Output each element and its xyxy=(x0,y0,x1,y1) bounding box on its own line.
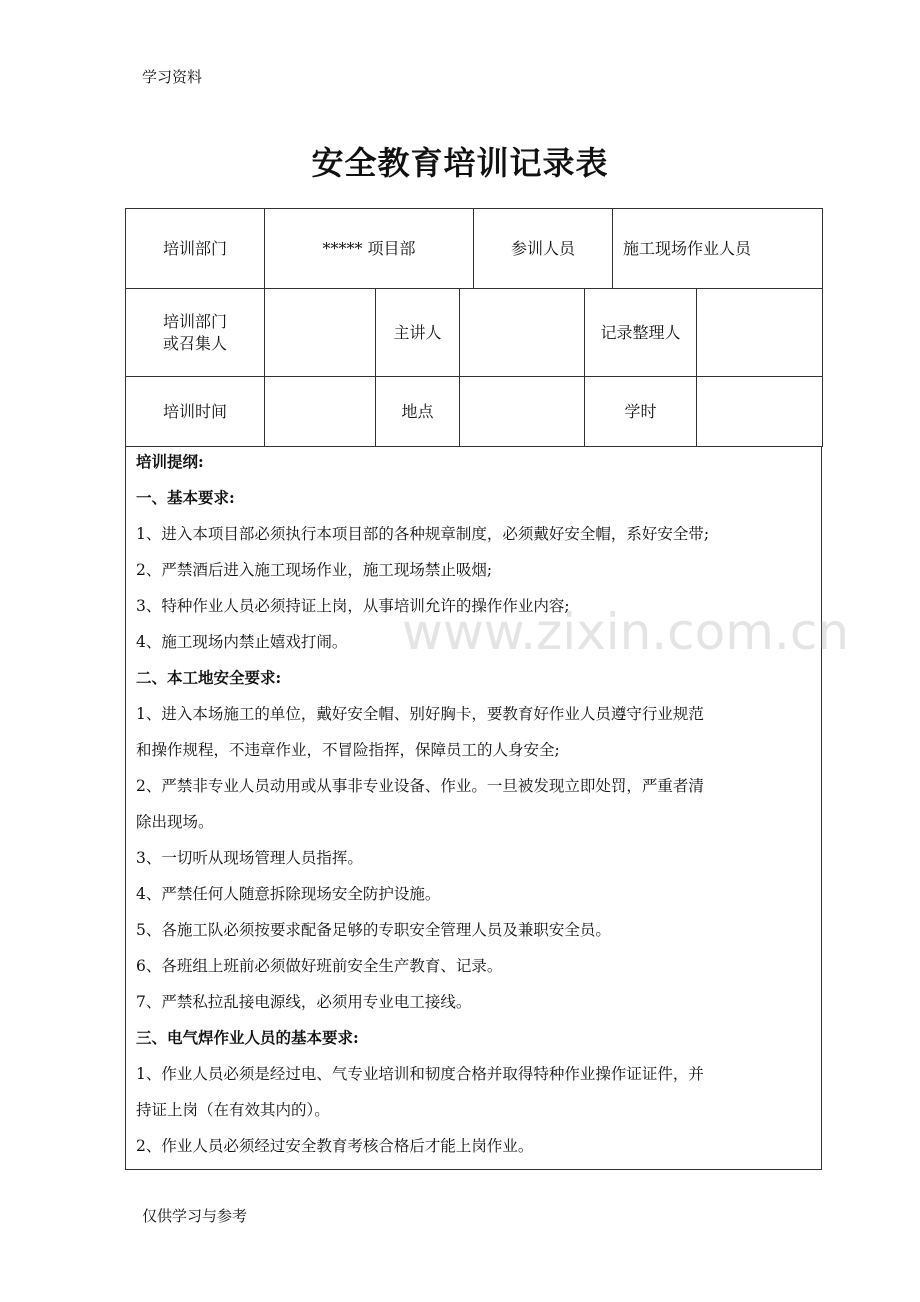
section2-item: 7、严禁私拉乱接电源线，必须用专业电工接线。 xyxy=(136,993,472,1011)
section1-item: 3、特种作业人员必须持证上岗，从事培训允许的操作作业内容; xyxy=(136,597,570,615)
label-recorder: 记录整理人 xyxy=(585,289,697,377)
label-lecturer: 主讲人 xyxy=(376,289,460,377)
outline-heading: 培训提纲: xyxy=(136,452,204,471)
section1-item: 2、严禁酒后进入施工现场作业，施工现场禁止吸烟; xyxy=(136,561,493,579)
label-participants: 参训人员 xyxy=(474,209,613,289)
info-row-1 xyxy=(126,209,823,289)
section1-item: 4、施工现场内禁止嬉戏打闹。 xyxy=(136,633,348,651)
label-convener xyxy=(126,289,265,377)
footer-note: 仅供学习与参考 xyxy=(142,1207,248,1225)
section2-item-1 xyxy=(136,704,811,760)
value-training-time xyxy=(265,377,376,447)
value-convener xyxy=(265,289,376,377)
header-note: 学习资料 xyxy=(142,68,203,86)
label-convener-line2: 或召集人 xyxy=(162,333,227,353)
info-row-3 xyxy=(126,377,823,447)
page-title: 安全教育培训记录表 xyxy=(311,144,609,182)
section3-item-2: 2、作业人员必须经过安全教育考核合格后才能上岗作业。 xyxy=(136,1137,534,1155)
watermark: www.zixin.com.cn xyxy=(402,603,850,661)
section2-item: 4、严禁任何人随意拆除现场安全防护设施。 xyxy=(136,885,441,903)
value-recorder xyxy=(697,289,823,377)
section2-item-1-line1: 1、进入本场施工的单位，戴好安全帽、别好胸卡，要教育好作业人员遵守行业规范 xyxy=(136,705,704,723)
label-convener-line1: 培训部门 xyxy=(162,311,227,331)
label-training-time: 培训时间 xyxy=(126,377,265,447)
info-table-lower xyxy=(125,288,823,447)
value-hours xyxy=(697,377,823,447)
value-lecturer xyxy=(460,289,585,377)
section3-item-1 xyxy=(136,1064,811,1120)
label-location: 地点 xyxy=(376,377,460,447)
info-row-2 xyxy=(126,289,823,377)
section2-item: 6、各班组上班前必须做好班前安全生产教育、记录。 xyxy=(136,957,503,975)
value-training-dept: ***** 项目部 xyxy=(265,209,474,289)
section2-item-2 xyxy=(136,776,811,832)
training-outline xyxy=(125,446,822,1170)
section2-item: 5、各施工队必须按要求配备足够的专职安全管理人员及兼职安全员。 xyxy=(136,921,611,939)
value-participants: 施工现场作业人员 xyxy=(613,209,823,289)
section2-item-2-line1: 2、严禁非专业人员动用或从事非专业设备、作业。一旦被发现立即处罚，严重者清 xyxy=(136,777,704,795)
section1-title: 一、基本要求: xyxy=(136,488,235,507)
label-hours: 学时 xyxy=(585,377,697,447)
section2-item-1-line2: 和操作规程，不违章作业，不冒险指挥，保障员工的人身安全; xyxy=(136,741,560,759)
label-training-dept: 培训部门 xyxy=(126,209,265,289)
section2-item: 3、一切听从现场管理人员指挥。 xyxy=(136,849,363,867)
section3-item-1-line2: 持证上岗（在有效其内的）。 xyxy=(136,1101,330,1119)
section2-item-2-line2: 除出现场。 xyxy=(136,813,214,831)
value-location xyxy=(460,377,585,447)
section3-item-1-line1: 1、作业人员必须是经过电、气专业培训和韧度合格并取得特种作业操作证证件，并 xyxy=(136,1065,704,1083)
section2-title: 二、本工地安全要求: xyxy=(136,668,282,687)
info-table xyxy=(125,208,823,289)
section3-title: 三、电气焊作业人员的基本要求: xyxy=(136,1028,359,1047)
section1-item: 1、进入本项目部必须执行本项目部的各种规章制度，必须戴好安全帽，系好安全带; xyxy=(136,525,710,543)
